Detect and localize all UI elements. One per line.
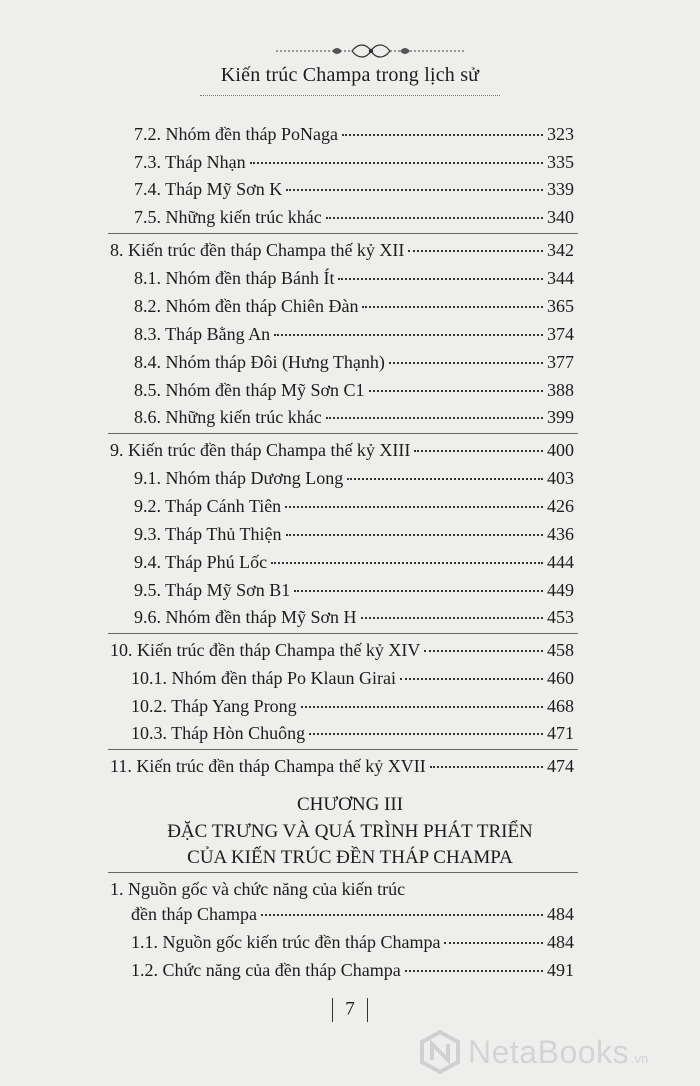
- toc-entry-label: 8. Kiến trúc đền tháp Champa thế kỷ XII: [110, 240, 405, 260]
- page-folio: [0, 998, 700, 1022]
- toc-entry-page: 340: [547, 207, 574, 227]
- toc-entry[interactable]: [134, 294, 574, 320]
- dot-leader: [389, 362, 543, 364]
- toc-entry-label: 9.4. Tháp Phú Lốc: [134, 552, 268, 572]
- toc-entry[interactable]: [134, 378, 574, 404]
- toc-entry[interactable]: [134, 322, 574, 348]
- toc-entry-page: 484: [547, 904, 574, 924]
- toc-entry-label: 8.6. Những kiến trúc khác: [134, 407, 322, 427]
- toc-entry-page: 342: [547, 240, 574, 260]
- toc-entry-label: 8.5. Nhóm đền tháp Mỹ Sơn C1: [134, 380, 365, 400]
- watermark-brand: NetaBooks: [468, 1033, 630, 1070]
- toc-entry-label: 7.5. Những kiến trúc khác: [134, 207, 322, 227]
- toc-entry-page: 491: [547, 960, 574, 980]
- toc-entry-label: 8.2. Nhóm đền tháp Chiên Đàn: [134, 296, 359, 316]
- toc-entry-label: 7.3. Tháp Nhạn: [134, 152, 246, 172]
- toc-entry-page: 458: [547, 640, 574, 660]
- toc-entry[interactable]: [131, 721, 574, 747]
- toc-entry[interactable]: [134, 550, 574, 576]
- dot-leader: [408, 250, 543, 252]
- toc-entry-page: 471: [547, 723, 574, 743]
- toc-entry-label: 10.1. Nhóm đền tháp Po Klaun Girai: [131, 668, 396, 688]
- toc-entry-page: 453: [547, 607, 574, 627]
- dot-leader: [338, 278, 543, 280]
- dot-leader: [286, 534, 544, 536]
- toc-entry-page: 323: [547, 124, 574, 144]
- toc-entry-page: 426: [547, 496, 574, 516]
- toc-entry-label: 9.5. Tháp Mỹ Sơn B1: [134, 580, 291, 600]
- watermark-tld: .vn: [631, 1051, 649, 1066]
- toc-entry-label: 10.2. Tháp Yang Prong: [131, 696, 297, 716]
- section-divider: [108, 233, 578, 234]
- dot-leader: [414, 450, 543, 452]
- dot-leader: [362, 306, 543, 308]
- section-divider: [108, 749, 578, 750]
- dot-leader: [326, 217, 543, 219]
- section-divider: [108, 433, 578, 434]
- toc-entry[interactable]: [134, 494, 574, 520]
- dot-leader: [326, 417, 543, 419]
- dot-leader: [250, 162, 543, 164]
- toc-entry-page: 374: [547, 324, 574, 344]
- toc-section-entry-line1[interactable]: 1. Nguồn gốc và chức năng của kiến trúc: [110, 879, 406, 899]
- toc-entry-page: 436: [547, 524, 574, 544]
- toc-entry[interactable]: [131, 694, 574, 720]
- chapter-title-line1: ĐẶC TRƯNG VÀ QUÁ TRÌNH PHÁT TRIỂN: [167, 821, 533, 842]
- toc-entry-page: 400: [547, 440, 574, 460]
- dot-leader: [361, 617, 543, 619]
- section-divider: [108, 633, 578, 634]
- toc-entry[interactable]: [134, 605, 574, 631]
- ornament-divider-icon: [272, 40, 470, 62]
- dot-leader: [342, 134, 543, 136]
- toc-entry-page: 365: [547, 296, 574, 316]
- toc-entry-label: 11. Kiến trúc đền tháp Champa thế kỷ XVII: [110, 756, 426, 776]
- toc-entry-label: đền tháp Champa: [131, 904, 257, 924]
- toc-entry-label: 10.3. Tháp Hòn Chuông: [131, 723, 306, 743]
- dot-leader: [286, 189, 543, 191]
- watermark: [418, 1022, 700, 1082]
- toc-entry-page: 449: [547, 580, 574, 600]
- toc-entry-label: 7.2. Nhóm đền tháp PoNaga: [134, 124, 338, 144]
- toc-entry-label: 7.4. Tháp Mỹ Sơn K: [134, 179, 283, 199]
- section-divider: [108, 872, 578, 873]
- toc-entry-page: 403: [547, 468, 574, 488]
- running-header-title: Kiến trúc Champa trong lịch sử: [220, 64, 480, 86]
- dot-leader: [444, 942, 543, 944]
- toc-entry[interactable]: [134, 466, 574, 492]
- toc-entry-page: 444: [547, 552, 574, 572]
- toc-entry[interactable]: [134, 150, 574, 176]
- toc-section-entry-line2[interactable]: [131, 902, 574, 928]
- dot-leader: [424, 650, 543, 652]
- toc-entry-page: 474: [547, 756, 574, 776]
- toc-entry-label: 10. Kiến trúc đền tháp Champa thế kỷ XIV: [110, 640, 421, 660]
- page-number: 7: [345, 998, 355, 1020]
- toc-section-entry[interactable]: [110, 238, 574, 264]
- folio-bar-left: [332, 998, 333, 1022]
- dot-leader: [285, 506, 543, 508]
- toc-entry-page: 468: [547, 696, 574, 716]
- toc-section-entry[interactable]: [110, 754, 574, 780]
- toc-entry[interactable]: [134, 177, 574, 203]
- dot-leader: [271, 562, 543, 564]
- toc-entry-page: 377: [547, 352, 574, 372]
- toc-entry-label: 9.2. Tháp Cánh Tiên: [134, 496, 282, 516]
- dot-leader: [430, 766, 543, 768]
- toc-entry-page: 335: [547, 152, 574, 172]
- toc-entry[interactable]: [131, 930, 574, 956]
- chapter-title-line2: CỦA KIẾN TRÚC ĐỀN THÁP CHAMPA: [187, 847, 513, 868]
- toc-entry-label: 9. Kiến trúc đền tháp Champa thế kỷ XIII: [110, 440, 411, 460]
- dot-leader: [400, 678, 543, 680]
- toc-entry[interactable]: [134, 578, 574, 604]
- netabooks-logo-icon: [418, 1030, 462, 1074]
- dot-leader: [301, 706, 543, 708]
- toc-entry-label: 8.1. Nhóm đền tháp Bánh Ít: [134, 268, 335, 288]
- toc-entry-label: 1.2. Chức năng của đền tháp Champa: [131, 960, 401, 980]
- dot-leader: [261, 914, 543, 916]
- toc-entry-label: 1.1. Nguồn gốc kiến trúc đền tháp Champa: [131, 932, 441, 952]
- toc-entry-page: 460: [547, 668, 574, 688]
- dot-leader: [309, 733, 543, 735]
- toc-entry-page: 399: [547, 407, 574, 427]
- toc-entry[interactable]: [134, 350, 574, 376]
- toc-entry[interactable]: [131, 958, 574, 984]
- toc-entry[interactable]: [134, 405, 574, 431]
- dot-leader: [294, 590, 543, 592]
- dot-leader: [347, 478, 543, 480]
- dot-leader: [274, 334, 543, 336]
- toc-entry-label: 8.3. Tháp Bằng An: [134, 324, 271, 344]
- dot-leader: [369, 390, 543, 392]
- toc-section-entry[interactable]: [110, 438, 574, 464]
- toc-section-entry[interactable]: [110, 638, 574, 664]
- toc-entry[interactable]: [134, 266, 574, 292]
- toc-entry-page: 484: [547, 932, 574, 952]
- toc-entry-label: 8.4. Nhóm tháp Đôi (Hưng Thạnh): [134, 352, 385, 372]
- toc-entry-page: 388: [547, 380, 574, 400]
- toc-entry-page: 339: [547, 179, 574, 199]
- toc-entry-label: 9.1. Nhóm tháp Dương Long: [134, 468, 344, 488]
- header-rule: [200, 95, 500, 96]
- toc-entry[interactable]: [134, 122, 574, 148]
- toc-entry-label: 9.3. Tháp Thủ Thiện: [134, 524, 282, 544]
- dot-leader: [405, 970, 543, 972]
- toc-entry-page: 344: [547, 268, 574, 288]
- chapter-number: CHƯƠNG III: [296, 794, 404, 815]
- toc-entry[interactable]: [134, 522, 574, 548]
- toc-entry-label: 9.6. Nhóm đền tháp Mỹ Sơn H: [134, 607, 357, 627]
- toc-entry[interactable]: [134, 205, 574, 231]
- toc-entry[interactable]: [131, 666, 574, 692]
- folio-bar-right: [367, 998, 368, 1022]
